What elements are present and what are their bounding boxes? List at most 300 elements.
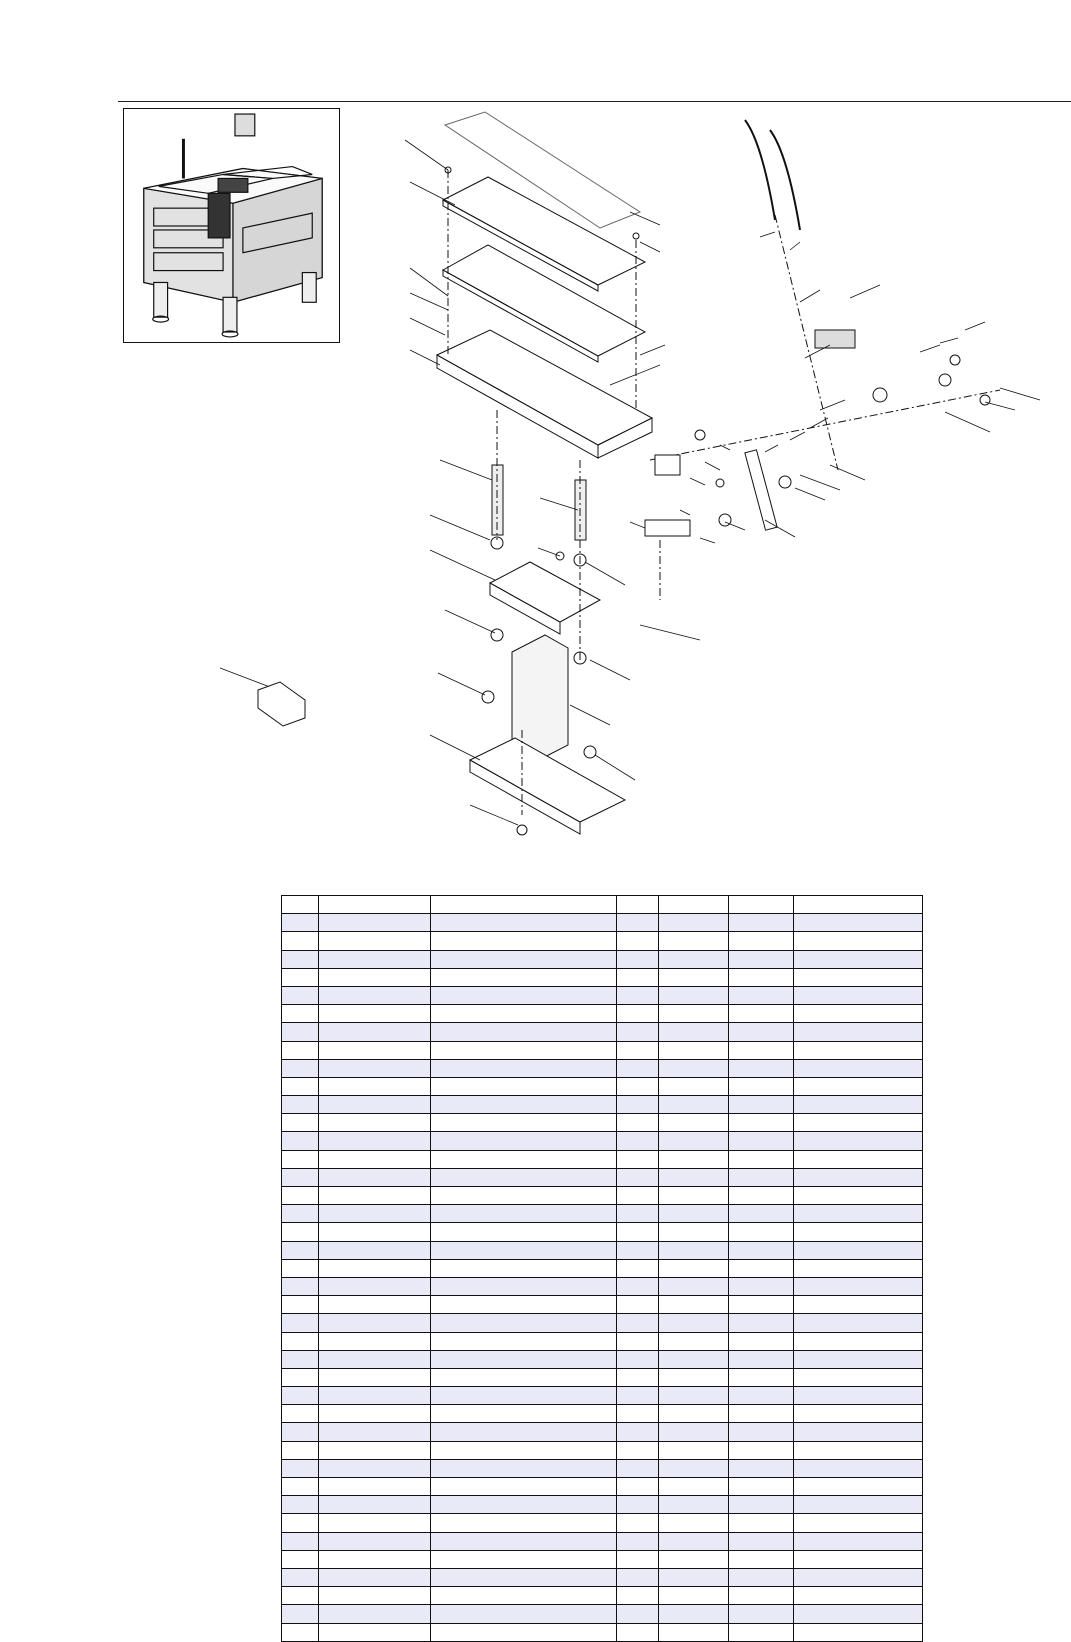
table-cell [431,1005,617,1023]
table-cell [319,1459,431,1477]
table-cell [659,932,729,950]
table-cell [617,968,659,986]
table-cell [729,1077,794,1095]
table-cell [659,1368,729,1386]
table-cell [319,1005,431,1023]
table-cell [319,1223,431,1241]
column-header [319,896,431,914]
table-cell [794,914,923,932]
table-cell [659,1332,729,1350]
table-cell [659,1059,729,1077]
table-row [282,1077,923,1095]
table-cell [617,1223,659,1241]
table-cell [431,986,617,1004]
table-cell [729,1205,794,1223]
table-cell [794,1005,923,1023]
table-cell [617,1623,659,1641]
table-cell [659,1387,729,1405]
table-cell [794,1296,923,1314]
column-header [282,896,319,914]
table-cell [794,1114,923,1132]
table-cell [794,1168,923,1186]
table-cell [431,1550,617,1568]
table-cell [729,1096,794,1114]
table-cell [617,1168,659,1186]
column-header [431,896,617,914]
table-row [282,1605,923,1623]
table-cell [659,1077,729,1095]
table-cell [319,1205,431,1223]
table-cell [659,1296,729,1314]
table-cell [659,1187,729,1205]
table-row [282,1205,923,1223]
table-cell [617,1205,659,1223]
table-cell [431,1368,617,1386]
table-cell [794,1587,923,1605]
table-cell [431,968,617,986]
table-cell [431,1132,617,1150]
table-cell [431,1168,617,1186]
table-cell [319,1550,431,1568]
table-cell [431,1077,617,1095]
table-cell [659,1568,729,1586]
table-row [282,1114,923,1132]
table-cell [282,1368,319,1386]
table-cell [659,1514,729,1532]
table-cell [794,1096,923,1114]
table-cell [319,1168,431,1186]
table-cell [729,1368,794,1386]
table-row [282,1277,923,1295]
table-cell [729,914,794,932]
table-cell [319,1296,431,1314]
table-cell [794,1332,923,1350]
table-cell [319,1114,431,1132]
table-cell [282,1114,319,1132]
table-cell [659,1478,729,1496]
table-cell [431,914,617,932]
table-cell [617,1387,659,1405]
table-cell [729,950,794,968]
table-cell [659,1241,729,1259]
table-cell [319,914,431,932]
table-cell [659,1623,729,1641]
table-cell [431,1532,617,1550]
table-cell [282,1096,319,1114]
table-cell [659,968,729,986]
table-cell [617,1423,659,1441]
table-cell [794,1605,923,1623]
table-row [282,1496,923,1514]
table-cell [431,1150,617,1168]
table-cell [659,1005,729,1023]
table-cell [319,1514,431,1532]
table-cell [431,1441,617,1459]
table-row [282,1514,923,1532]
table-cell [729,1059,794,1077]
table-row [282,1368,923,1386]
table-cell [794,1368,923,1386]
table-cell [319,1605,431,1623]
table-cell [729,1314,794,1332]
table-row [282,1132,923,1150]
table-cell [617,1187,659,1205]
table-cell [729,1405,794,1423]
table-cell [319,1350,431,1368]
table-cell [431,1478,617,1496]
table-cell [319,1241,431,1259]
table-row [282,1568,923,1586]
table-row [282,1023,923,1041]
table-cell [794,932,923,950]
table-row [282,1423,923,1441]
table-cell [659,1587,729,1605]
table-row [282,1223,923,1241]
table-cell [617,1550,659,1568]
table-cell [282,1514,319,1532]
table-cell [431,932,617,950]
table-cell [659,1041,729,1059]
table-cell [319,1405,431,1423]
table-cell [617,1296,659,1314]
table-cell [659,1532,729,1550]
table-row [282,1150,923,1168]
column-header [617,896,659,914]
table-cell [319,1368,431,1386]
table-row [282,1096,923,1114]
table-row [282,1550,923,1568]
table-cell [319,1277,431,1295]
table-cell [431,1623,617,1641]
table-cell [729,1005,794,1023]
table-cell [659,986,729,1004]
table-cell [617,1514,659,1532]
table-cell [794,1550,923,1568]
column-header [794,896,923,914]
table-cell [617,1605,659,1623]
table-row [282,1350,923,1368]
table-cell [729,1423,794,1441]
table-row [282,1296,923,1314]
table-cell [319,1441,431,1459]
table-row [282,986,923,1004]
table-cell [617,1587,659,1605]
table-cell [617,950,659,968]
table-cell [659,1150,729,1168]
table-cell [431,1187,617,1205]
table-cell [282,1550,319,1568]
table-cell [794,1441,923,1459]
table-cell [794,986,923,1004]
table-cell [319,1568,431,1586]
table-cell [282,1023,319,1041]
table-cell [794,1077,923,1095]
table-cell [659,1314,729,1332]
table-row [282,1405,923,1423]
table-cell [282,950,319,968]
table-cell [282,1259,319,1277]
table-cell [729,1514,794,1532]
table-row [282,968,923,986]
table-cell [729,1623,794,1641]
table-cell [431,1605,617,1623]
table-cell [659,1350,729,1368]
table-cell [282,1332,319,1350]
table-cell [282,1205,319,1223]
table-cell [431,1350,617,1368]
table-cell [729,1459,794,1477]
table-row [282,1259,923,1277]
table-cell [729,968,794,986]
table-cell [282,1350,319,1368]
table-cell [282,1387,319,1405]
table-cell [729,1332,794,1350]
table-cell [794,1459,923,1477]
table-cell [282,1041,319,1059]
table-row [282,1532,923,1550]
table-cell [282,1223,319,1241]
table-cell [617,1478,659,1496]
table-cell [794,1496,923,1514]
table-cell [659,1405,729,1423]
table-cell [282,1568,319,1586]
table-cell [282,1132,319,1150]
table-cell [659,1096,729,1114]
table-cell [729,1023,794,1041]
table-cell [282,1150,319,1168]
table-cell [617,1496,659,1514]
table-cell [659,1550,729,1568]
table-cell [794,1132,923,1150]
table-row [282,1387,923,1405]
table-cell [282,1314,319,1332]
table-cell [319,1478,431,1496]
table-cell [617,1314,659,1332]
table-row [282,1478,923,1496]
table-cell [282,932,319,950]
table-cell [431,1205,617,1223]
table-cell [431,1241,617,1259]
table-cell [282,1423,319,1441]
table-cell [617,932,659,950]
table-cell [794,1277,923,1295]
table-row [282,1332,923,1350]
table-cell [617,1041,659,1059]
table-cell [319,1532,431,1550]
table-cell [729,1168,794,1186]
table-cell [319,1059,431,1077]
table-cell [282,1478,319,1496]
table-cell [319,1132,431,1150]
table-cell [659,1423,729,1441]
table-cell [431,1568,617,1586]
table-cell [729,1132,794,1150]
table-cell [729,1150,794,1168]
table-cell [729,1277,794,1295]
table-cell [794,1241,923,1259]
table-row [282,1005,923,1023]
table-cell [431,1332,617,1350]
table-cell [319,1077,431,1095]
table-cell [319,986,431,1004]
table-cell [794,1041,923,1059]
table-row [282,914,923,932]
table-cell [617,1441,659,1459]
table-cell [282,986,319,1004]
table-cell [282,1005,319,1023]
table-cell [794,1568,923,1586]
table-cell [729,1387,794,1405]
table-cell [282,1168,319,1186]
table-cell [431,950,617,968]
table-cell [617,1405,659,1423]
parts-table [281,895,923,1642]
table-cell [431,1405,617,1423]
table-cell [794,1259,923,1277]
table-cell [431,1096,617,1114]
table-row [282,1314,923,1332]
table-cell [431,1423,617,1441]
table-row [282,1623,923,1641]
table-cell [794,1514,923,1532]
table-cell [282,1059,319,1077]
table-cell [282,1623,319,1641]
table-cell [729,986,794,1004]
table-header-row [282,896,923,914]
table-cell [659,1223,729,1241]
table-cell [319,1332,431,1350]
table-cell [729,1550,794,1568]
table-cell [794,968,923,986]
table-cell [729,1223,794,1241]
table-cell [794,1023,923,1041]
table-cell [319,1023,431,1041]
table-row [282,1587,923,1605]
table-cell [431,1459,617,1477]
table-cell [794,1223,923,1241]
table-cell [729,1241,794,1259]
table-cell [319,950,431,968]
table-cell [729,1187,794,1205]
table-cell [794,1205,923,1223]
table-row [282,1441,923,1459]
table-cell [319,1187,431,1205]
table-cell [794,1623,923,1641]
table-cell [319,1259,431,1277]
table-cell [659,1023,729,1041]
table-cell [319,1150,431,1168]
table-row [282,1187,923,1205]
table-cell [431,1587,617,1605]
table-cell [282,1077,319,1095]
table-cell [431,1496,617,1514]
table-cell [617,1023,659,1041]
table-cell [431,1314,617,1332]
table-cell [794,1314,923,1332]
table-cell [729,1587,794,1605]
table-cell [617,1332,659,1350]
table-cell [282,1459,319,1477]
table-cell [729,1605,794,1623]
table-cell [794,1187,923,1205]
table-cell [659,1132,729,1150]
table-cell [659,1205,729,1223]
table-cell [729,1441,794,1459]
table-cell [617,1150,659,1168]
table-cell [282,1405,319,1423]
table-cell [794,1059,923,1077]
table-cell [319,932,431,950]
table-cell [659,1441,729,1459]
table-cell [282,1441,319,1459]
table-cell [431,1059,617,1077]
table-cell [617,1241,659,1259]
table-cell [431,1041,617,1059]
table-cell [617,1259,659,1277]
table-cell [617,1096,659,1114]
table-cell [282,914,319,932]
table-cell [659,1277,729,1295]
table-cell [617,1132,659,1150]
table-row [282,1168,923,1186]
table-cell [319,1096,431,1114]
table-cell [729,1296,794,1314]
table-cell [617,1059,659,1077]
table-cell [617,1277,659,1295]
table-cell [282,1296,319,1314]
table-cell [617,1114,659,1132]
table-cell [431,1114,617,1132]
table-cell [282,1277,319,1295]
table-cell [659,914,729,932]
table-cell [617,914,659,932]
column-header [729,896,794,914]
table-cell [319,1423,431,1441]
table-cell [319,1587,431,1605]
table-cell [617,1077,659,1095]
table-cell [729,1532,794,1550]
table-cell [617,1459,659,1477]
table-row [282,1241,923,1259]
table-row [282,950,923,968]
table-cell [282,1241,319,1259]
table-cell [617,1532,659,1550]
table-cell [617,1368,659,1386]
table-cell [282,1532,319,1550]
table-cell [729,1041,794,1059]
table-cell [794,1532,923,1550]
table-cell [617,986,659,1004]
table-cell [794,1405,923,1423]
table-row [282,932,923,950]
table-cell [794,1478,923,1496]
table-cell [659,1168,729,1186]
table-cell [319,1387,431,1405]
table-cell [431,1296,617,1314]
table-cell [282,1587,319,1605]
table-cell [431,1277,617,1295]
table-cell [729,1114,794,1132]
table-cell [431,1023,617,1041]
table-cell [729,1259,794,1277]
table-row [282,1459,923,1477]
table-cell [282,1605,319,1623]
table-cell [729,1350,794,1368]
table-cell [617,1568,659,1586]
table-cell [659,950,729,968]
table-cell [617,1005,659,1023]
table-cell [431,1223,617,1241]
